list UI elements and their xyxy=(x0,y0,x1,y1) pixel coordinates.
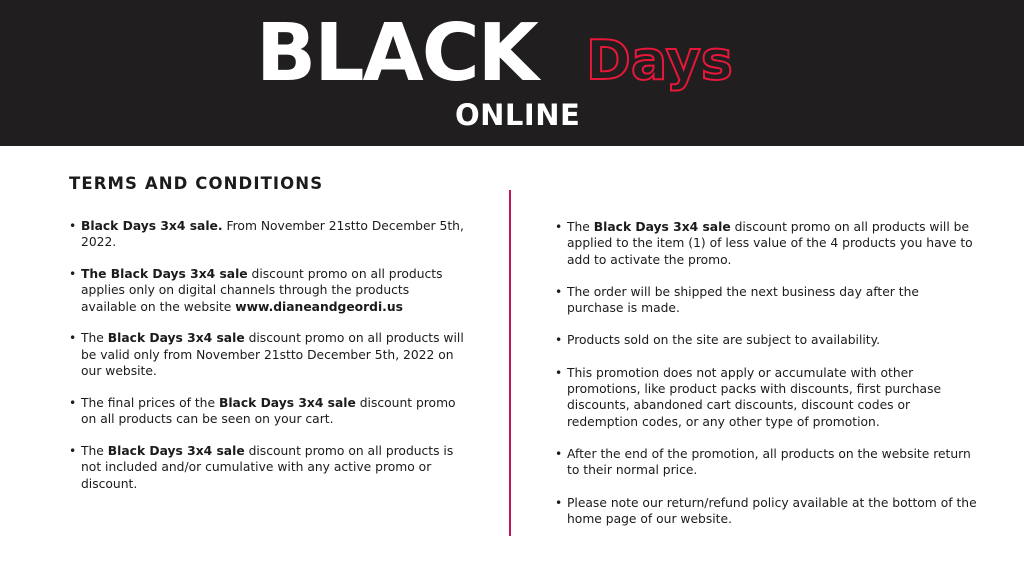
column-divider xyxy=(509,190,511,536)
list-item: • Black Days 3x4 sale. From November 21stto December 5th, 2022. xyxy=(69,218,464,251)
list-item: • Products sold on the site are subject to availability. xyxy=(555,332,977,348)
list-item: • The Black Days 3x4 sale discount promo on all products is not included and/or cumulative with any active promo or discount. xyxy=(69,443,464,492)
page-title: TERMS AND CONDITIONS xyxy=(69,174,324,193)
title-main: BLACK xyxy=(256,7,537,99)
header-banner xyxy=(0,0,1024,146)
terms-list-right xyxy=(555,219,977,543)
terms-list-left xyxy=(69,218,464,507)
title-accent: Days xyxy=(586,29,733,92)
list-item: • The Black Days 3x4 sale discount promo on all products applies only on digital channels through the products available on the website www.dianeandgeordi.us xyxy=(69,266,464,315)
list-item: • Please note our return/refund policy available at the bottom of the home page of our website. xyxy=(555,495,977,528)
website-link: www.dianeandgeordi.us xyxy=(235,299,403,314)
list-item: • The order will be shipped the next business day after the purchase is made. xyxy=(555,284,977,317)
list-item: • The Black Days 3x4 sale discount promo on all products will be valid only from November 21stto December 5th, 2022 on our website. xyxy=(69,330,464,379)
list-item: • This promotion does not apply or accumulate with other promotions, like product packs with discounts, first purchase discounts, abandoned cart discounts, discount codes or redemption codes, or any other type of promotion. xyxy=(555,365,977,430)
subtitle: ONLINE xyxy=(455,98,581,132)
list-item: • The Black Days 3x4 sale discount promo on all products will be applied to the item (1) of less value of the 4 products you have to add to activate the promo. xyxy=(555,219,977,268)
list-item: • After the end of the promotion, all products on the website return to their normal price. xyxy=(555,446,977,479)
list-item: • The final prices of the Black Days 3x4 sale discount promo on all products can be seen on your cart. xyxy=(69,395,464,428)
